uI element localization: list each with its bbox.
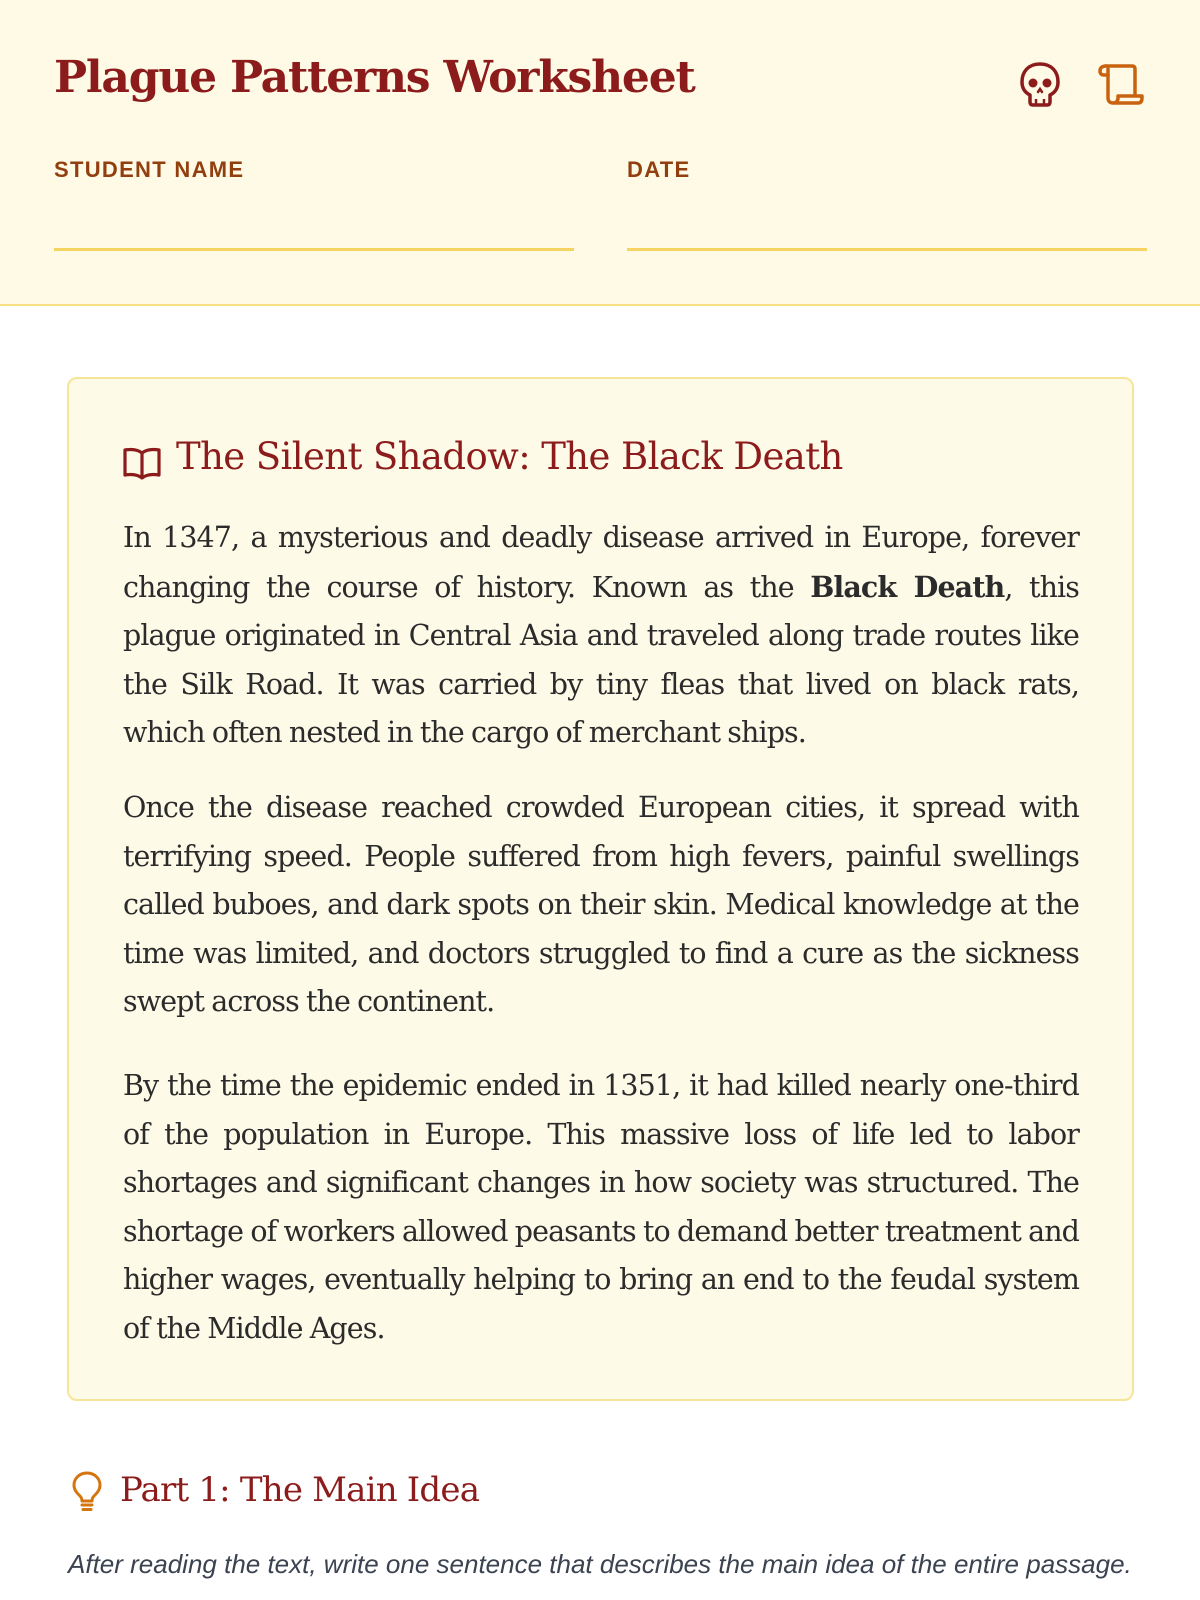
scroll-icon: [1094, 58, 1146, 110]
passage-title: The Silent Shadow: The Black Death: [176, 435, 843, 478]
book-icon: [122, 445, 162, 481]
student-name-label: STUDENT NAME: [54, 157, 245, 182]
date-label: DATE: [627, 157, 691, 182]
student-name-field[interactable]: [54, 248, 574, 251]
key-term-black-death: Black Death: [810, 569, 1005, 604]
part-1-title: Part 1: The Main Idea: [120, 1470, 480, 1510]
lightbulb-icon: [70, 1470, 104, 1512]
worksheet-header: [0, 0, 1200, 306]
part-1-instructions: After reading the text, write one sentence that describes the main idea of the entire passage.: [68, 1549, 1132, 1579]
page-title: Plague Patterns Worksheet: [54, 52, 695, 103]
date-field[interactable]: [627, 248, 1147, 251]
skull-icon: [1014, 58, 1066, 110]
passage-paragraph-1: In 1347, a mysterious and deadly disease arrived in Europe, forever changing the course of history. Known as the Black Death, this plague originated in Central Asia and traveled along trade routes like the Silk Road. It was carried by tiny fleas that lived on black rats, which often nested in the cargo of merchant ships.: [123, 521, 1079, 749]
reading-passage-card: [67, 377, 1134, 1401]
passage-paragraph-3: By the time the epidemic ended in 1351, it had killed nearly one-third of the population in Europe. This massive loss of life led to labor shortages and significant changes in how society was structured. The shortage of workers allowed peasants to demand better treatment and higher wages, eventually helping to bring an end to the feudal system of the Middle Ages.: [123, 1069, 1079, 1345]
passage-paragraph-2: Once the disease reached crowded European cities, it spread with terrifying speed. People suffered from high fevers, painful swellings called buboes, and dark spots on their skin. Medical knowledge at the time was limited, and doctors struggled to find a cure as the sickness swept across the continent.: [123, 791, 1079, 1018]
